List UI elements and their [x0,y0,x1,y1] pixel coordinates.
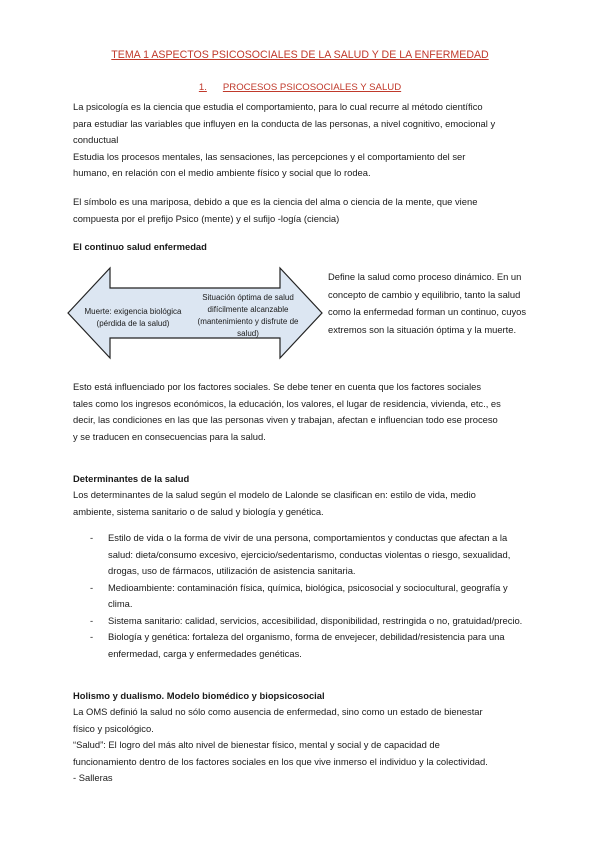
determinantes-heading: Determinantes de la salud [73,473,190,484]
text-line: para estudiar las variables que influyen en la conducta de las personas, a nivel cognitivo, emocional y [73,117,496,129]
list-item: - Estilo de vida o la forma de vivir de una persona, comportamientos y conductas que afectan a la salud: dieta/consumo excesivo, ejercicio/sedentarismo, conductas violentas o riesgo, sexualidad, drogas, uso de fármacos, utilización de asistencia sanitaria. [90,530,530,580]
determinantes-paragraph [73,487,533,520]
section-heading [0,82,600,93]
section-title: PROCESOS PSICOSOCIALES Y SALUD [222,82,402,93]
continuo-heading: El continuo salud enfermedad [73,241,207,252]
arrow-right-label: Situación óptima de salud difícilmente alcanzable (mantenimiento y disfrute de salud) [197,293,299,338]
intro-paragraph [73,99,533,182]
arrow-left-label: Muerte: exigencia biológica (pérdida de la salud) [84,307,182,328]
text-line: decir, las condiciones en las que las personas viven y trabajan, afectan e influencian todo ese proceso [73,414,498,425]
text-line: físico y psicológico. [73,722,154,734]
text-line: - Salleras [73,772,113,783]
text-line: Los determinantes de la salud según el modelo de Lalonde se clasifican en: estilo de vida, medio [73,489,476,500]
factors-paragraph [73,379,533,445]
text-line: compuesta por el prefijo Psico (mente) y el sufijo -logía (ciencia) [73,212,340,224]
text-line: tales como los ingresos económicos, la educación, los valores, el lugar de residencia, vivienda, etc., es [73,397,501,409]
text-line: “Salud”: El logro del más alto nivel de bienestar físico, mental y social y de capacidad de [73,739,440,750]
text-line: humano, en relación con el medio ambiente físico y social que lo rodea. [73,167,371,178]
section-number: 1. [198,82,207,93]
list-item: - Medioambiente: contaminación física, química, biológica, psicosocial y sociocultural, geografía y clima. [90,580,530,613]
text-line: El símbolo es una mariposa, debido a que es la ciencia del alma o ciencia de la mente, que viene [73,196,478,207]
continuo-description: Define la salud como proceso dinámico. En un concepto de cambio y equilibrio, tanto la salud como la enfermedad forman un continuo, cuyos extremos son la situación óptima y la muerte. [328,271,527,335]
text-line: y se traducen en consecuencias para la salud. [73,430,266,442]
document-title: TEMA 1 ASPECTOS PSICOSOCIALES DE LA SALUD Y DE LA ENFERMEDAD [111,49,489,61]
text-line: Estudia los procesos mentales, las sensaciones, las percepciones y el comportamiento del ser [73,150,466,162]
text-line: La OMS definió la salud no sólo como ausencia de enfermedad, sino como un estado de bienestar [73,706,483,717]
text-line: ambiente, sistema sanitario o de salud y biología y genética. [73,505,324,517]
symbol-paragraph [73,194,533,227]
text-line: funcionamiento dentro de los factores sociales en los que vive inmerso el individuo y la colectividad. [73,755,488,767]
text-line: La psicología es la ciencia que estudia el comportamiento, para lo cual recurre al método científico [73,101,483,112]
list-item: - Sistema sanitario: calidad, servicios, accesibilidad, disponibilidad, restringida o no, gratuidad/precio. [90,613,530,630]
list-item: - Biología y genética: fortaleza del organismo, forma de envejecer, debilidad/resistencia para una enfermedad, carga y enfermedades genéticas. [90,629,530,662]
holismo-paragraph [73,704,533,787]
text-line: Esto está influenciado por los factores sociales. Se debe tener en cuenta que los factores sociales [73,381,482,392]
determinantes-list [90,530,530,662]
text-line: conductual [73,134,119,145]
holismo-heading: Holismo y dualismo. Modelo biomédico y biopsicosocial [73,690,325,701]
health-continuum-diagram [66,264,324,362]
